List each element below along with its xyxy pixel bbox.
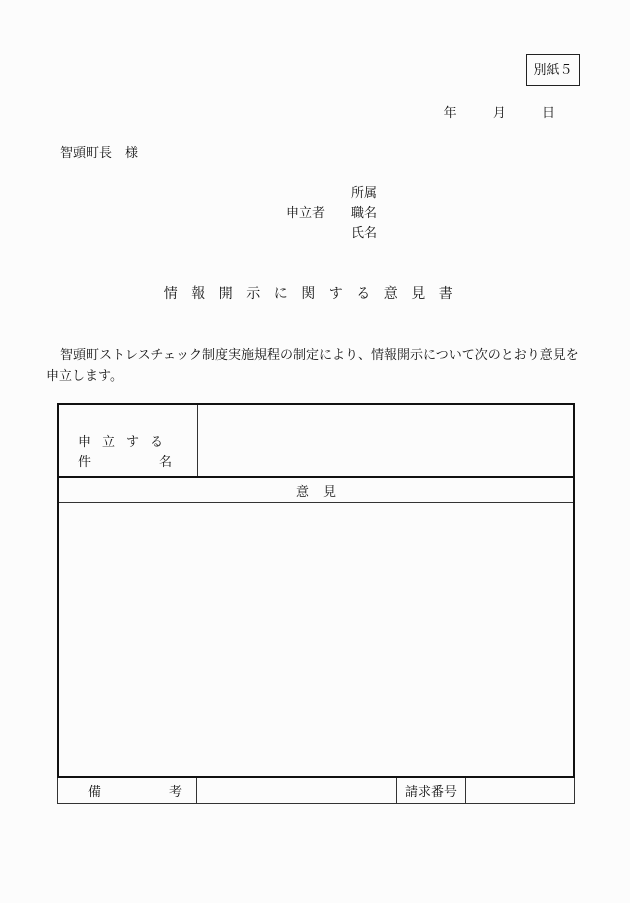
request-number-field[interactable]: [466, 778, 574, 803]
date-year: 年: [443, 106, 457, 121]
annex-label: 別紙５: [526, 54, 580, 86]
matter-label-line2-a: 件: [78, 455, 92, 470]
request-number-label: 請求番号: [397, 778, 466, 803]
remarks-row: [57, 778, 575, 804]
remarks-label-b: 考: [168, 785, 182, 800]
opinion-field[interactable]: [59, 503, 573, 776]
applicant-label: 申立者: [286, 206, 326, 221]
date-month: 月: [492, 106, 506, 121]
matter-label-line1: 申立する: [78, 435, 175, 450]
affiliation-label: 所属: [351, 186, 378, 201]
remarks-field[interactable]: [197, 778, 397, 803]
matter-label: [59, 405, 198, 476]
date-line: [412, 107, 555, 120]
matter-label-line2-b: 名: [158, 455, 172, 470]
document-title: 情報開示に関する意見書: [163, 286, 467, 302]
form-main-box: [57, 403, 575, 778]
opinion-header: 意見: [59, 478, 573, 503]
remarks-label-a: 備: [88, 785, 102, 800]
opinion-form: [57, 403, 575, 804]
date-day: 日: [541, 106, 555, 121]
addressee: 智頭町長 様: [60, 146, 139, 161]
remarks-label: [58, 778, 197, 803]
position-label: 職名: [351, 206, 378, 221]
matter-field[interactable]: [198, 405, 573, 476]
body-text: 智頭町ストレスチェック制度実施規程の制定により、情報開示について次のとおり意見を申立します。: [46, 348, 579, 384]
matter-row: [59, 405, 573, 478]
name-label: 氏名: [351, 226, 378, 241]
matter-label-line2: [78, 451, 172, 470]
